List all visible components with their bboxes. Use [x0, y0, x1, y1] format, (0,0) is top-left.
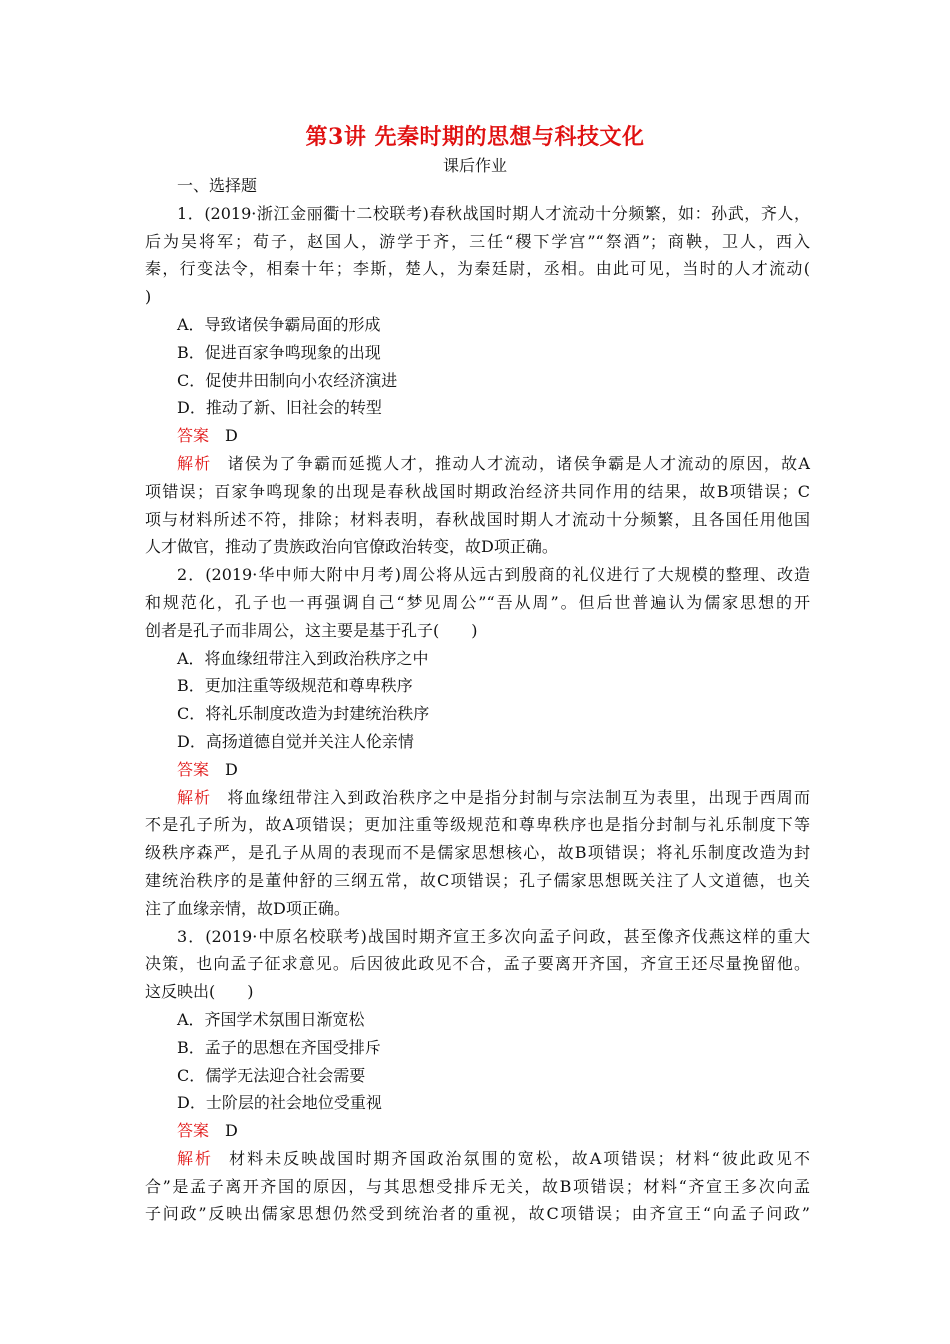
lesson-title: 第3讲 先秦时期的思想与科技文化	[305, 124, 645, 150]
analysis-line: 子问政”反映出儒家思想仍然受到统治者的重视，故C项错误；由齐宣王“向孟子问政”	[145, 1204, 810, 1224]
option-b: B．孟子的思想在齐国受排斥	[177, 1037, 381, 1057]
analysis-label: 解析	[177, 1148, 214, 1168]
analysis-text: 诸侯为了争霸而延揽人才，推动人才流动，诸侯争霸是人才流动的原因，故A	[227, 453, 810, 473]
option-d: D．高扬道德自觉并关注人伦亲情	[177, 731, 414, 751]
answer-label: 答案	[177, 1121, 210, 1141]
answer-label: 答案	[177, 759, 210, 779]
question-line: 2．(2019·华中师大附中月考)周公将从远古到殷商的礼仪进行了大规模的整理、改造	[177, 565, 810, 585]
option-c: C．将礼乐制度改造为封建统治秩序	[177, 704, 430, 724]
option-d: D．推动了新、旧社会的转型	[177, 398, 382, 418]
question-3	[145, 923, 810, 1229]
section-heading: 一、选择题	[177, 176, 258, 195]
document-body	[145, 172, 810, 1228]
option-d: D．士阶层的社会地位受重视	[177, 1093, 382, 1113]
question-1	[145, 200, 810, 561]
option-a: A．齐国学术氛围日渐宽松	[177, 1009, 365, 1029]
option-b: B．促进百家争鸣现象的出现	[177, 342, 381, 362]
analysis-line: 注了血缘亲情，故D项正确。	[145, 898, 350, 918]
answer-label: 答案	[177, 426, 210, 446]
analysis-line: 合”是孟子离开齐国的原因，与其思想受排斥无关，故B项错误；材料“齐宣王多次向孟	[145, 1176, 810, 1196]
analysis-label: 解析	[177, 787, 212, 807]
question-line: 后为吴将军；荀子，赵国人，游学于齐，三任“稷下学宫”“祭酒”；商鞅，卫人，西入	[145, 231, 810, 251]
option-c: C．儒学无法迎合社会需要	[177, 1065, 366, 1085]
analysis-line: 级秩序森严，是孔子从周的表现而不是儒家思想核心，故B项错误；将礼乐制度改造为封	[145, 843, 810, 863]
option-a: A．将血缘纽带注入到政治秩序之中	[177, 648, 429, 668]
analysis-text: 材料未反映战国时期齐国政治氛围的宽松，故A项错误；材料“彼此政见不	[229, 1148, 810, 1168]
analysis-line: 建统治秩序的是董仲舒的三纲五常，故C项错误；孔子儒家思想既关注了人文道德，也关	[145, 870, 810, 890]
question-line: )	[145, 287, 152, 307]
analysis-label: 解析	[177, 453, 212, 473]
analysis-line	[145, 1145, 810, 1173]
answer-line	[145, 756, 810, 784]
question-line: 1．(2019·浙江金丽衢十二校联考)春秋战国时期人才流动十分频繁，如：孙武，齐人，	[177, 203, 810, 223]
analysis-line: 项与材料所述不符，排除；材料表明，春秋战国时期人才流动十分频繁，且各国任用他国	[145, 509, 810, 529]
answer-value: D	[225, 1121, 238, 1141]
option-b: B．更加注重等级规范和尊卑秩序	[177, 676, 413, 696]
analysis-line	[145, 784, 810, 812]
option-c: C．促使井田制向小农经济演进	[177, 370, 398, 390]
question-line: 决策，也向孟子征求意见。后因彼此政见不合，孟子要离开齐国，齐宣王还尽量挽留他。	[145, 954, 810, 974]
question-line: 这反映出( )	[145, 982, 254, 1002]
question-line: 秦，行变法令，相秦十年；李斯，楚人，为秦廷尉，丞相。由此可见，当时的人才流动(	[145, 259, 810, 279]
option-a: A．导致诸侯争霸局面的形成	[177, 314, 381, 334]
answer-value: D	[225, 759, 238, 779]
analysis-text: 将血缘纽带注入到政治秩序之中是指分封制与宗法制互为表里，出现于西周而	[227, 787, 810, 807]
analysis-line: 不是孔子所为，故A项错误；更加注重等级规范和尊卑秩序也是指分封制与礼乐制度下等	[145, 815, 810, 835]
analysis-line	[145, 450, 810, 478]
question-line: 和规范化，孔子也一再强调自己“梦见周公”“吾从周”。但后世普遍认为儒家思想的开	[145, 592, 810, 612]
question-line: 3．(2019·中原名校联考)战国时期齐宣王多次向孟子问政，甚至像齐伐燕这样的重大	[177, 926, 810, 946]
question-2	[145, 561, 810, 922]
question-line: 创者是孔子而非周公，这主要是基于孔子( )	[145, 620, 478, 640]
subtitle: 课后作业	[442, 156, 507, 175]
analysis-line: 项错误；百家争鸣现象的出现是春秋战国时期政治经济共同作用的结果，故B项错误；C	[145, 481, 810, 501]
answer-line	[145, 1117, 810, 1145]
answer-value: D	[225, 426, 238, 446]
answer-line	[145, 422, 810, 450]
analysis-line: 人才做官，推动了贵族政治向官僚政治转变，故D项正确。	[145, 537, 558, 557]
